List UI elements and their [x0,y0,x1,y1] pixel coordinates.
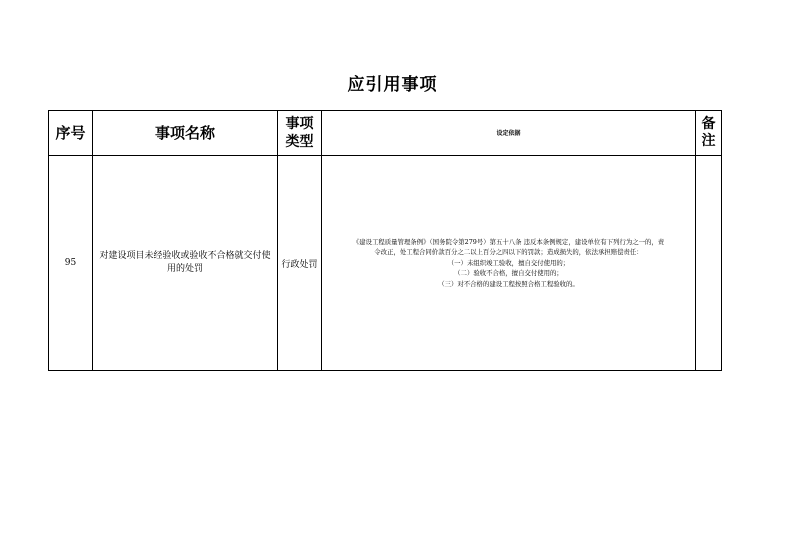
basis-line: （三）对不合格的建设工程按照合格工程验收的。 [438,279,579,288]
header-name: 事项名称 [93,111,278,156]
row-basis [322,156,696,371]
header-note [696,111,722,156]
header-seq: 序号 [49,111,93,156]
header-type-line2: 类型 [285,134,314,150]
basis-line: （二）验收不合格，擅自交付使用的； [454,269,563,278]
header-type-line1: 事项 [285,116,314,132]
page-title: 应引用事项 [347,75,438,95]
table-header-row [49,111,722,156]
row-type: 行政处罚 [278,156,322,371]
matters-table [48,110,722,371]
row-seq: 95 [49,156,93,371]
basis-line: （一）未组织竣工验收，擅自交付使用的； [447,258,570,267]
row-note [696,156,722,371]
table-row [49,156,722,371]
header-note-line2: 注 [701,133,716,149]
header-note-line1: 备 [701,116,716,132]
row-name: 对建设项目未经验收或验收不合格就交付使用的处罚 [93,156,278,371]
header-type [278,111,322,156]
header-basis: 设定依据 [322,111,696,156]
basis-line: 《建设工程质量管理条例》（国务院令第279号）第五十八条 违反本条例规定，建设单位有下列行为之一的，责 [352,237,665,246]
basis-line: 令改正，处工程合同价款百分之二以上百分之四以下的罚款；造成损失的，依法承担赔偿责任： [374,248,643,257]
